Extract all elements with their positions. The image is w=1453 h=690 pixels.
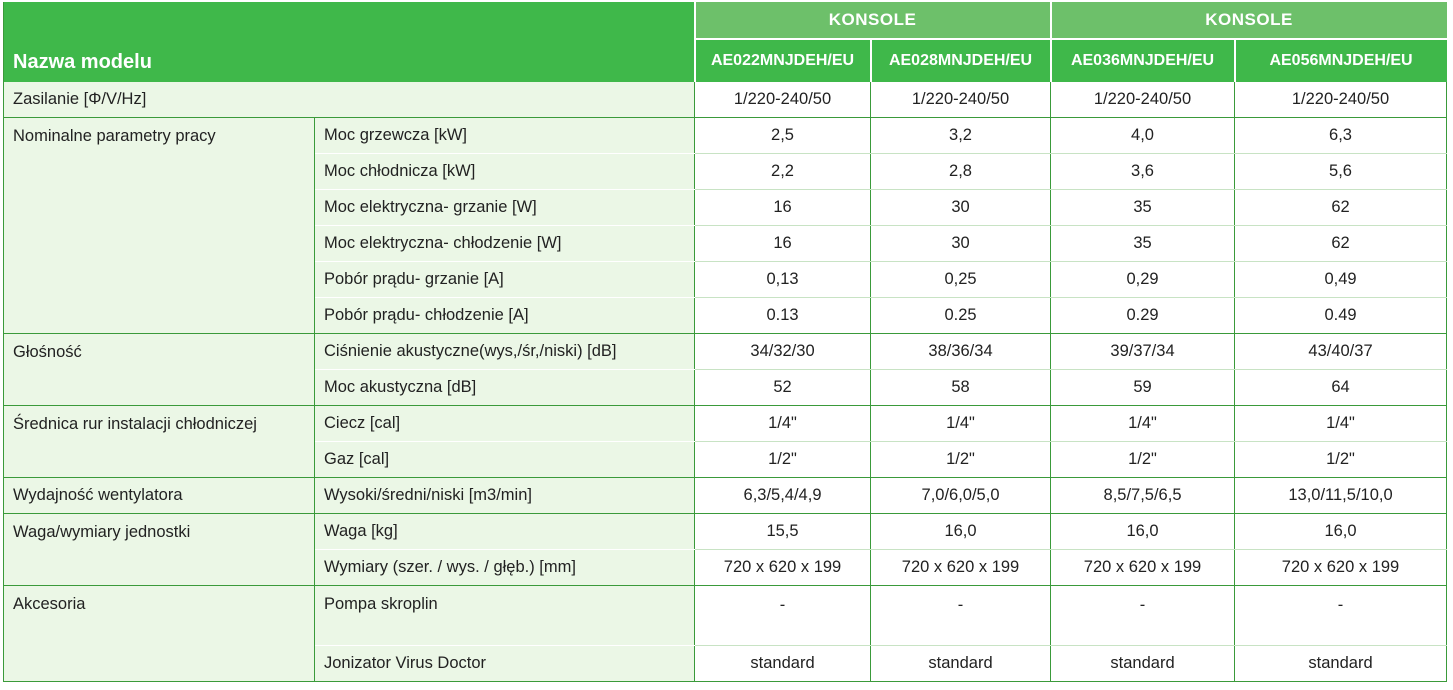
row-label: Wysoki/średni/niski [m3/min] — [315, 478, 695, 514]
cell-value: 62 — [1235, 226, 1447, 262]
row-label: Pompa skroplin — [315, 586, 695, 646]
row-label: Wymiary (szer. / wys. / głęb.) [mm] — [315, 550, 695, 586]
cell-value: 35 — [1051, 226, 1235, 262]
table-row — [4, 514, 1447, 550]
row-label: Pobór prądu- chłodzenie [A] — [315, 298, 695, 334]
cell-value: 720 x 620 x 199 — [1051, 550, 1235, 586]
cell-value: 16 — [695, 190, 871, 226]
cell-value: 2,8 — [871, 154, 1051, 190]
cell-value: 1/4" — [1051, 406, 1235, 442]
cell-value: 1/4" — [695, 406, 871, 442]
cell-value: 1/4" — [1235, 406, 1447, 442]
cell-value: 1/220-240/50 — [871, 82, 1051, 118]
cell-value: 62 — [1235, 190, 1447, 226]
cell-value: 0,25 — [871, 262, 1051, 298]
table-row — [4, 118, 1447, 154]
cell-value: 0,29 — [1051, 262, 1235, 298]
cell-value: 58 — [871, 370, 1051, 406]
cell-value: 1/220-240/50 — [1051, 82, 1235, 118]
cell-value: 16,0 — [1235, 514, 1447, 550]
cell-value: 0.29 — [1051, 298, 1235, 334]
cell-value: standard — [1235, 646, 1447, 682]
row-label: Pobór prądu- grzanie [A] — [315, 262, 695, 298]
cell-value: 0.25 — [871, 298, 1051, 334]
cell-value: 2,5 — [695, 118, 871, 154]
cell-value: 16,0 — [871, 514, 1051, 550]
table-row — [4, 82, 1447, 118]
header-group-row — [4, 2, 1447, 39]
group-label: Waga/wymiary jednostki — [4, 514, 315, 586]
row-label: Moc elektryczna- grzanie [W] — [315, 190, 695, 226]
cell-value: 4,0 — [1051, 118, 1235, 154]
cell-value: 13,0/11,5/10,0 — [1235, 478, 1447, 514]
cell-value: 43/40/37 — [1235, 334, 1447, 370]
cell-value: 720 x 620 x 199 — [871, 550, 1051, 586]
cell-value: 3,2 — [871, 118, 1051, 154]
model-header: AE028MNJDEH/EU — [871, 39, 1051, 82]
row-label: Moc grzewcza [kW] — [315, 118, 695, 154]
row-label: Moc chłodnicza [kW] — [315, 154, 695, 190]
cell-value: 39/37/34 — [1051, 334, 1235, 370]
group-header-1: KONSOLE — [695, 2, 1051, 39]
cell-value: 6,3/5,4/4,9 — [695, 478, 871, 514]
cell-value: 30 — [871, 226, 1051, 262]
cell-value: 0.13 — [695, 298, 871, 334]
cell-value: - — [695, 586, 871, 646]
cell-value: 7,0/6,0/5,0 — [871, 478, 1051, 514]
cell-value: standard — [1051, 646, 1235, 682]
cell-value: 8,5/7,5/6,5 — [1051, 478, 1235, 514]
cell-value: 64 — [1235, 370, 1447, 406]
cell-value: 1/220-240/50 — [695, 82, 871, 118]
cell-value: - — [1051, 586, 1235, 646]
model-header: AE036MNJDEH/EU — [1051, 39, 1235, 82]
cell-value: 5,6 — [1235, 154, 1447, 190]
cell-value: 59 — [1051, 370, 1235, 406]
cell-value: 0,49 — [1235, 262, 1447, 298]
cell-value: 35 — [1051, 190, 1235, 226]
row-label: Jonizator Virus Doctor — [315, 646, 695, 682]
row-label: Ciśnienie akustyczne(wys,/śr,/niski) [dB] — [315, 334, 695, 370]
cell-value: 1/2" — [1235, 442, 1447, 478]
cell-value: - — [871, 586, 1051, 646]
table-row — [4, 478, 1447, 514]
table-title: Nazwa modelu — [4, 2, 695, 82]
spec-table-container — [3, 2, 1447, 682]
row-label: Moc akustyczna [dB] — [315, 370, 695, 406]
cell-value: 0.49 — [1235, 298, 1447, 334]
cell-value: 34/32/30 — [695, 334, 871, 370]
group-label: Średnica rur instalacji chłodniczej — [4, 406, 315, 478]
cell-value: 52 — [695, 370, 871, 406]
cell-value: 6,3 — [1235, 118, 1447, 154]
cell-value: 1/220-240/50 — [1235, 82, 1447, 118]
cell-value: 1/2" — [1051, 442, 1235, 478]
cell-value: 2,2 — [695, 154, 871, 190]
cell-value: standard — [695, 646, 871, 682]
group-label: Głośność — [4, 334, 315, 406]
cell-value: standard — [871, 646, 1051, 682]
group-header-2: KONSOLE — [1051, 2, 1447, 39]
row-label: Gaz [cal] — [315, 442, 695, 478]
table-row — [4, 406, 1447, 442]
cell-value: 720 x 620 x 199 — [1235, 550, 1447, 586]
cell-value: 16 — [695, 226, 871, 262]
row-label: Waga [kg] — [315, 514, 695, 550]
group-label: Nominalne parametry pracy — [4, 118, 315, 334]
table-row — [4, 334, 1447, 370]
cell-value: 0,13 — [695, 262, 871, 298]
model-header: AE056MNJDEH/EU — [1235, 39, 1447, 82]
model-header: AE022MNJDEH/EU — [695, 39, 871, 82]
spec-table — [3, 2, 1447, 682]
cell-value: 1/2" — [871, 442, 1051, 478]
cell-value: 1/2" — [695, 442, 871, 478]
row-label: Moc elektryczna- chłodzenie [W] — [315, 226, 695, 262]
cell-value: 38/36/34 — [871, 334, 1051, 370]
cell-value: 3,6 — [1051, 154, 1235, 190]
group-label: Wydajność wentylatora — [4, 478, 315, 514]
table-row — [4, 586, 1447, 646]
row-label: Zasilanie [Φ/V/Hz] — [4, 82, 695, 118]
cell-value: 30 — [871, 190, 1051, 226]
cell-value: 720 x 620 x 199 — [695, 550, 871, 586]
cell-value: 15,5 — [695, 514, 871, 550]
cell-value: - — [1235, 586, 1447, 646]
cell-value: 1/4" — [871, 406, 1051, 442]
group-label: Akcesoria — [4, 586, 315, 682]
cell-value: 16,0 — [1051, 514, 1235, 550]
row-label: Ciecz [cal] — [315, 406, 695, 442]
